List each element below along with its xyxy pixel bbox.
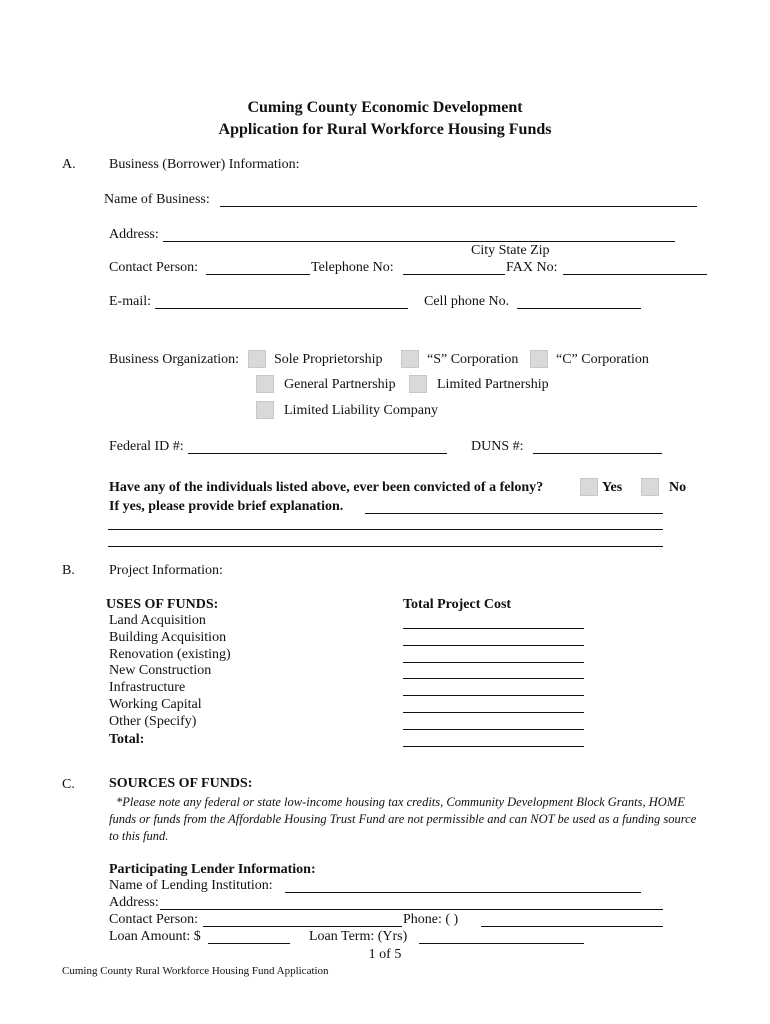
- use-other: Other (Specify): [109, 714, 197, 729]
- limited-partnership-label: Limited Partnership: [437, 377, 549, 392]
- fax-label: FAX No:: [506, 260, 558, 275]
- contact-person-field[interactable]: [206, 274, 310, 275]
- section-c-letter: C.: [62, 777, 75, 792]
- business-name-label: Name of Business:: [104, 192, 210, 207]
- lending-institution-field[interactable]: [285, 892, 641, 893]
- city-state-zip-caption: City State Zip: [471, 243, 550, 258]
- c-corporation-label: “C” Corporation: [556, 352, 649, 367]
- funding-note-line-1: *Please note any federal or state low-income housing tax credits, Community Development Block Grants, HOME: [116, 795, 685, 809]
- lender-info-heading: Participating Lender Information:: [109, 862, 316, 877]
- s-corporation-label: “S” Corporation: [427, 352, 519, 367]
- general-partnership-label: General Partnership: [284, 377, 396, 392]
- s-corporation-checkbox[interactable]: [401, 350, 419, 368]
- lender-contact-field[interactable]: [203, 926, 402, 927]
- cell-phone-label: Cell phone No.: [424, 294, 510, 309]
- cost-renovation-field[interactable]: [403, 662, 584, 663]
- use-working-capital: Working Capital: [109, 697, 202, 712]
- address-label: Address:: [109, 227, 159, 242]
- felony-no-checkbox[interactable]: [641, 478, 659, 496]
- telephone-field[interactable]: [403, 274, 505, 275]
- lender-contact-label: Contact Person:: [109, 912, 199, 927]
- document-title-line-1: Cuming County Economic Development: [247, 99, 523, 116]
- document-title-line-2: Application for Rural Workforce Housing Funds: [218, 121, 552, 138]
- llc-checkbox[interactable]: [256, 401, 274, 419]
- footer-document-name: Cuming County Rural Workforce Housing Fund Application: [62, 965, 329, 977]
- cost-infrastructure-field[interactable]: [403, 695, 584, 696]
- use-new-construction: New Construction: [109, 663, 212, 678]
- felony-question: Have any of the individuals listed above, ever been convicted of a felony?: [109, 480, 544, 495]
- cost-other-field[interactable]: [403, 729, 584, 730]
- section-a-heading: Business (Borrower) Information:: [109, 157, 300, 172]
- cost-land-acquisition-field[interactable]: [403, 628, 584, 629]
- explanation-field-3[interactable]: [108, 546, 663, 547]
- explanation-field-2[interactable]: [108, 529, 663, 530]
- lending-institution-label: Name of Lending Institution:: [109, 878, 273, 893]
- business-organization-label: Business Organization:: [109, 352, 240, 367]
- cost-new-construction-field[interactable]: [403, 678, 584, 679]
- section-c-heading: SOURCES OF FUNDS:: [109, 776, 253, 791]
- felony-no-label: No: [669, 480, 687, 495]
- explanation-field-1[interactable]: [365, 513, 663, 514]
- c-corporation-checkbox[interactable]: [530, 350, 548, 368]
- business-name-field[interactable]: [220, 206, 697, 207]
- loan-amount-field[interactable]: [208, 943, 290, 944]
- cost-working-capital-field[interactable]: [403, 712, 584, 713]
- email-field[interactable]: [155, 308, 408, 309]
- email-label: E-mail:: [109, 294, 151, 309]
- duns-label: DUNS #:: [471, 439, 524, 454]
- section-b-heading: Project Information:: [109, 563, 223, 578]
- funding-note-line-2: funds or funds from the Affordable Housing Trust Fund are not permissible and can NOT be used as a funding source: [109, 812, 697, 826]
- lender-address-field[interactable]: [160, 909, 663, 910]
- felony-yes-checkbox[interactable]: [580, 478, 598, 496]
- contact-person-label: Contact Person:: [109, 260, 199, 275]
- telephone-label: Telephone No:: [311, 260, 394, 275]
- general-partnership-checkbox[interactable]: [256, 375, 274, 393]
- cost-total-field[interactable]: [403, 746, 584, 747]
- fax-field[interactable]: [563, 274, 707, 275]
- llc-label: Limited Liability Company: [284, 403, 438, 418]
- page-number: 1 of 5: [368, 947, 402, 962]
- use-renovation: Renovation (existing): [109, 647, 231, 662]
- felony-explanation-label: If yes, please provide brief explanation.: [109, 499, 344, 514]
- lender-address-label: Address:: [109, 895, 159, 910]
- section-b-letter: B.: [62, 563, 75, 578]
- section-a-letter: A.: [62, 157, 76, 172]
- limited-partnership-checkbox[interactable]: [409, 375, 427, 393]
- total-project-cost-heading: Total Project Cost: [403, 597, 512, 612]
- use-infrastructure: Infrastructure: [109, 680, 186, 695]
- use-building-acquisition: Building Acquisition: [109, 630, 227, 645]
- sole-proprietorship-label: Sole Proprietorship: [274, 352, 383, 367]
- uses-of-funds-heading: USES OF FUNDS:: [106, 597, 219, 612]
- federal-id-label: Federal ID #:: [109, 439, 184, 454]
- uses-total-label: Total:: [109, 732, 145, 747]
- address-field[interactable]: [163, 241, 675, 242]
- cell-phone-field[interactable]: [517, 308, 641, 309]
- loan-amount-label: Loan Amount: $: [109, 929, 201, 944]
- federal-id-field[interactable]: [188, 453, 447, 454]
- funding-note-line-3: to this fund.: [109, 829, 169, 843]
- loan-term-label: Loan Term: (Yrs): [309, 929, 408, 944]
- sole-proprietorship-checkbox[interactable]: [248, 350, 266, 368]
- felony-yes-label: Yes: [602, 480, 623, 495]
- use-land-acquisition: Land Acquisition: [109, 613, 206, 628]
- cost-building-acquisition-field[interactable]: [403, 645, 584, 646]
- lender-phone-field[interactable]: [481, 926, 663, 927]
- duns-field[interactable]: [533, 453, 662, 454]
- lender-phone-label: Phone: ( ): [403, 912, 459, 927]
- loan-term-field[interactable]: [419, 943, 584, 944]
